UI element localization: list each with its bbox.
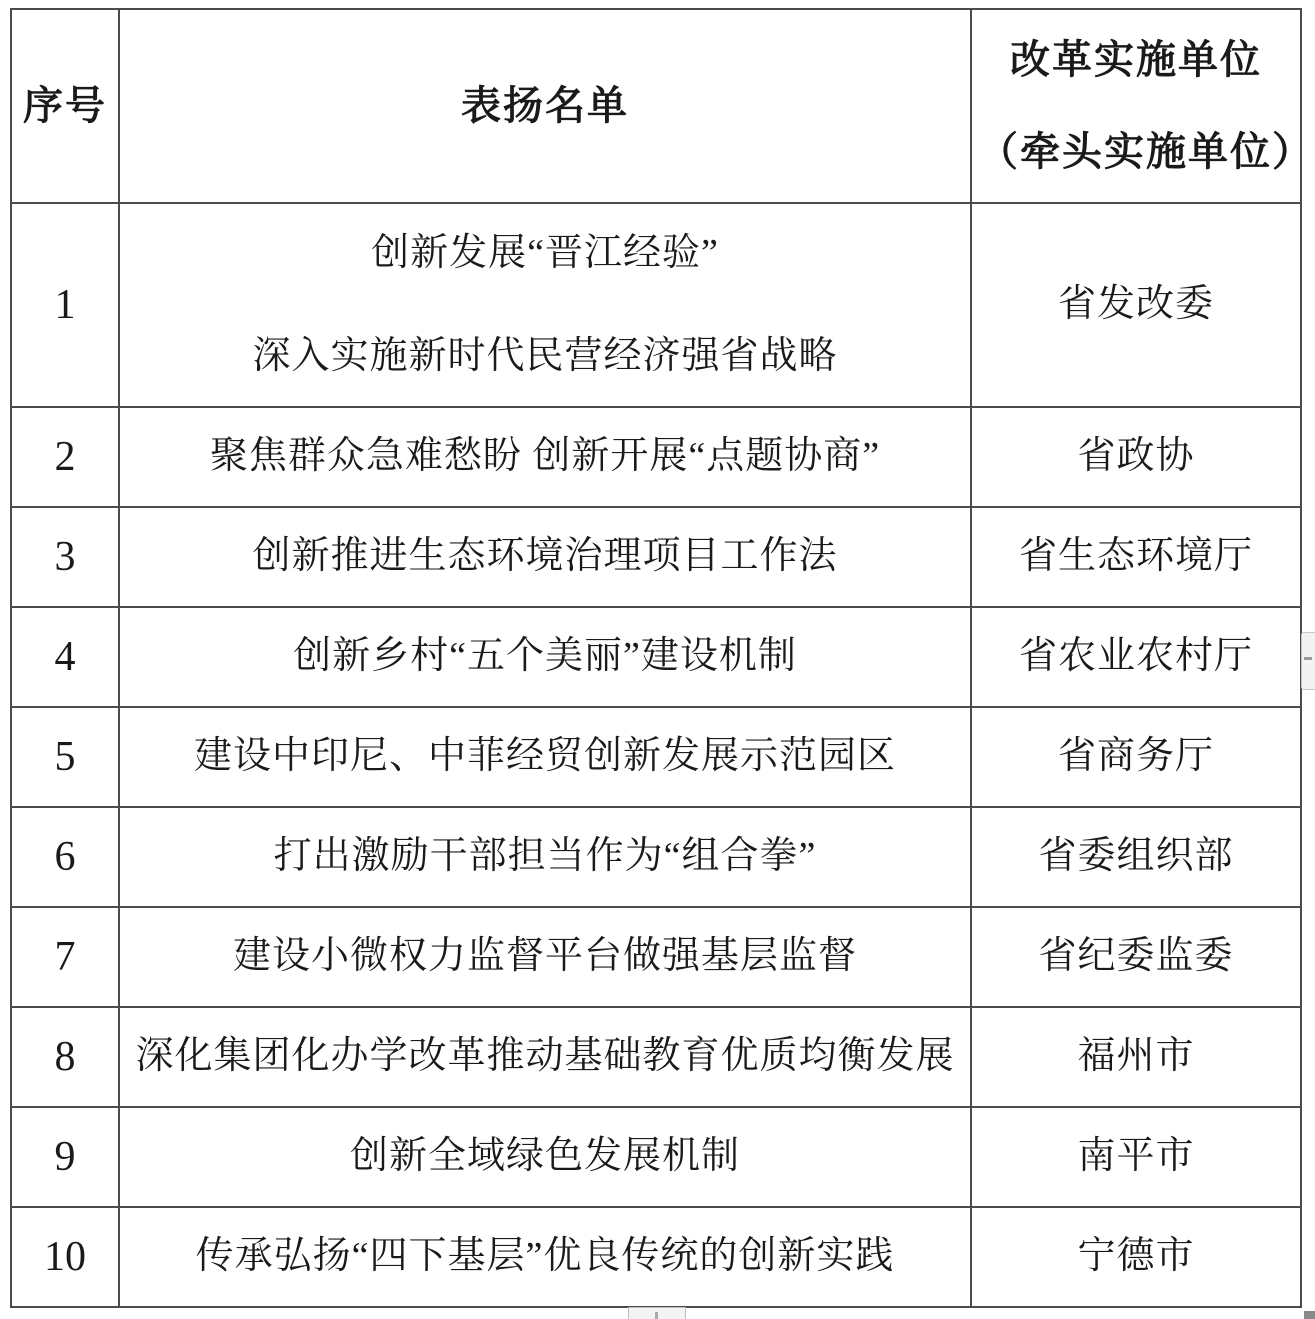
row-unit: 省发改委 [971, 203, 1301, 407]
table-header-row [11, 9, 1301, 203]
scrollbar-grip-icon [1304, 657, 1312, 660]
table-row [11, 1107, 1301, 1207]
row-name-line1: 打出激励干部担当作为“组合拳” [273, 835, 817, 878]
row-unit: 省委组织部 [971, 807, 1301, 907]
row-name-line1: 建设小微权力监督平台做强基层监督 [232, 935, 857, 978]
row-name [119, 607, 971, 707]
row-name [119, 707, 971, 807]
table-row [11, 707, 1301, 807]
table-row [11, 1207, 1301, 1307]
row-name-line1: 深化集团化办学改革推动基础教育优质均衡发展 [135, 1035, 955, 1078]
row-number: 8 [11, 1007, 119, 1107]
row-name-line1: 创新全域绿色发展机制 [349, 1135, 740, 1178]
row-name-line1: 创新乡村“五个美丽”建设机制 [293, 635, 797, 678]
row-name-line1: 创新发展“晋江经验” [371, 231, 719, 274]
row-name [119, 1207, 971, 1307]
row-unit: 省纪委监委 [971, 907, 1301, 1007]
row-number: 3 [11, 507, 119, 607]
row-number: 7 [11, 907, 119, 1007]
row-number: 4 [11, 607, 119, 707]
scrollbar-grip-icon [655, 1312, 658, 1319]
table-row [11, 507, 1301, 607]
header-unit-label-line2: （牵头实施单位） [978, 129, 1314, 174]
header-unit-label-line1: 改革实施单位 [1010, 37, 1262, 82]
row-unit: 省生态环境厅 [971, 507, 1301, 607]
header-name-label: 表扬名单 [461, 83, 629, 128]
row-unit: 福州市 [971, 1007, 1301, 1107]
row-name [119, 507, 971, 607]
table-row [11, 407, 1301, 507]
row-unit: 省农业农村厅 [971, 607, 1301, 707]
row-unit: 南平市 [971, 1107, 1301, 1207]
table-row [11, 607, 1301, 707]
row-name [119, 407, 971, 507]
row-number: 9 [11, 1107, 119, 1207]
header-no-label: 序号 [23, 83, 107, 128]
row-unit: 省商务厅 [971, 707, 1301, 807]
row-unit: 省政协 [971, 407, 1301, 507]
row-name-line1: 聚焦群众急难愁盼 创新开展“点题协商” [209, 435, 881, 478]
table-row [11, 807, 1301, 907]
table-row [11, 1007, 1301, 1107]
row-name [119, 1107, 971, 1207]
row-unit: 宁德市 [971, 1207, 1301, 1307]
header-cell-unit [971, 9, 1314, 203]
row-number: 6 [11, 807, 119, 907]
row-name [119, 203, 971, 407]
vertical-scrollbar-thumb[interactable] [1301, 632, 1315, 690]
row-name [119, 907, 971, 1007]
row-name-line1: 创新推进生态环境治理项目工作法 [252, 535, 838, 578]
row-name-line2: 深入实施新时代民营经济强省战略 [252, 335, 838, 377]
row-number: 2 [11, 407, 119, 507]
table-row [11, 907, 1301, 1007]
horizontal-scrollbar-fragment[interactable] [628, 1307, 686, 1319]
row-name-line1: 建设中印尼、中菲经贸创新发展示范园区 [193, 735, 896, 778]
table-row [11, 203, 1301, 407]
window-corner-fragment [1304, 1311, 1315, 1319]
row-name [119, 807, 971, 907]
row-number: 1 [11, 203, 119, 407]
row-name-line1: 传承弘扬“四下基层”优良传统的创新实践 [195, 1235, 895, 1278]
header-cell-no [11, 9, 119, 203]
row-number: 5 [11, 707, 119, 807]
row-name [119, 1007, 971, 1107]
row-number: 10 [11, 1207, 119, 1307]
header-cell-name [119, 9, 971, 203]
commendation-table [10, 8, 1314, 1308]
